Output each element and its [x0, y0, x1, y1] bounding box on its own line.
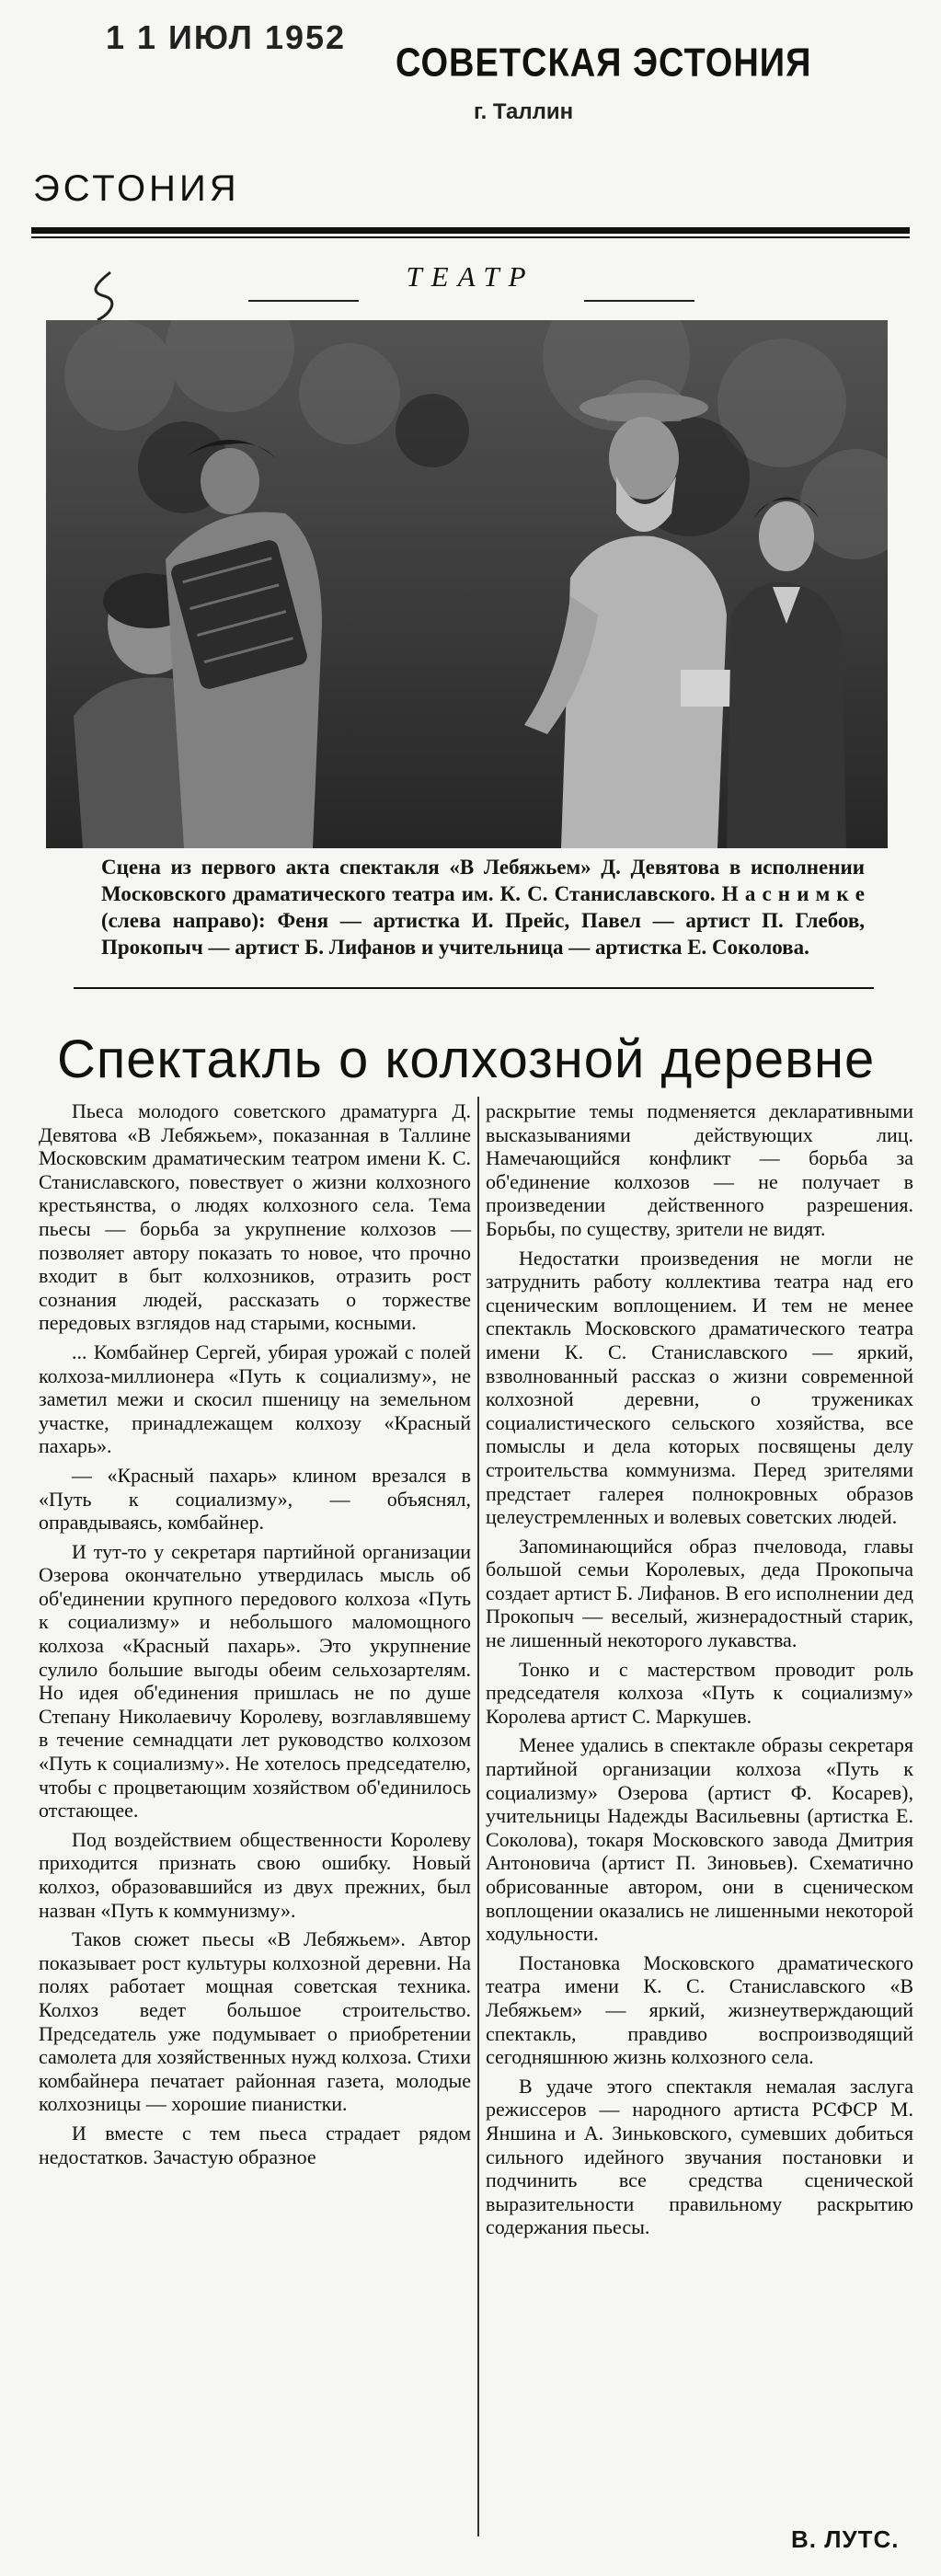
paragraph: — «Красный пахарь» клином врезался в «Путь к социализму», — объяснял, оправдываясь, комбайнер.	[39, 1463, 471, 1535]
section-rule-left	[248, 300, 359, 302]
paragraph: И тут-то у секретаря партийной организации Озерова окончательно утвердилась мысль об об'единении крупного передового колхоза «Путь к социализму» и небольшого маломощного колхоза «Красный пахарь». Это укрупнение сулило большие выгоды обеим сельхозартелям. Но идея об'единения пришлась не по душе Степану Николаевичу Королеву, возглавлявшему в течение семнадцати лет руководство колхозом «Путь к социализму». Не хотелось председателю, чтобы с процветающим хозяйством об'единилось отстающее.	[39, 1539, 471, 1823]
article-column-left	[39, 1099, 471, 2174]
section-rule-right	[584, 300, 694, 302]
date-stamp: 1 1 ИЮЛ 1952	[106, 18, 347, 56]
paragraph: Под воздействием общественности Королеву приходится признать свою ошибку. Новый колхоз, образовавшийся из двух прежних, был назван «Путь к коммунизму».	[39, 1827, 471, 1922]
rubric-title: ЭСТОНИЯ	[33, 168, 240, 209]
paragraph: Постановка Московского драматического театра имени К. С. Станиславского «В Лебяжьем» — яркий, жизнеутверждающий спектакль, правдиво воспроизводящий сегодняшнюю жизнь колхозного села.	[486, 1950, 913, 2069]
paragraph: Менее удались в спектакле образы секретаря партийной организации колхоза «Путь к социализму» Озерова (артист Ф. Косарев), учительницы Надежды Васильевны (артистка Е. Соколова), токаря Московского завода Дмитрия Антоновича (артист П. Зиновьев). Схематично обрисованные автором, они в сценическом воплощении оказались не лишенными некоторой ходульности.	[486, 1733, 913, 1946]
rubric-rule	[31, 227, 910, 234]
paragraph: раскрытие темы подменяется декларативными высказываниями действующих лиц. Намечающийся конфликт — борьба за об'единение колхозов — не получает в произведении действенного разрешения. Борьбы, по существу, зрители не видят.	[486, 1099, 913, 1240]
article-column-right	[486, 1099, 913, 2245]
article-headline: Спектакль о колхозной деревне	[57, 1029, 876, 1089]
paragraph: И вместе с тем пьеса страдает рядом недостатков. Зачастую образное	[39, 2121, 471, 2168]
paragraph: Недостатки произведения не могли не затруднить работу коллектива театра над его сценическим воплощением. И тем не менее спектакль Московского драматического театра имени К. С. Станиславского — яркий, взволнованный рассказ о жизни современной колхозной деревни, о тружениках социалистического сельского хозяйства, все помыслы и дела которых посвящены делу строительства коммунизма. Перед зрителями предстает галерея полнокровных образов целеустремленных и волевых советских людей.	[486, 1246, 913, 1529]
paragraph: Запоминающийся образ пчеловода, главы большой семьи Королевых, деда Прокопыча создает артист Б. Лифанов. В его исполнении дед Прокопыч — веселый, жизнерадостный старик, не лишенный некоторого лукавства.	[486, 1534, 913, 1652]
section-title: ТЕАТР	[406, 260, 535, 293]
rubric-rule-thin	[31, 236, 910, 238]
photo-caption	[101, 854, 865, 960]
caption-rule	[74, 987, 874, 989]
stage-photo	[46, 320, 888, 848]
column-divider	[477, 1097, 479, 2536]
paragraph: В удаче этого спектакля немалая заслуга режиссеров — народного артиста РСФСР М. Яншина и А. Зиньковского, сумевших добиться сильного идейного звучания постановки и подчинить все средства сценической выразительности правильному раскрытию содержания пьесы.	[486, 2074, 913, 2239]
paragraph: Пьеса молодого советского драматурга Д. Девятова «В Лебяжьем», показанная в Таллине Московским драматическим театром имени К. С. Станиславского, повествует о жизни колхозного крестьянства, о людях колхозного села. Тема пьесы — борьба за укрупнение колхозов — позволяет автору показать то новое, что прочно входит в быт колхозников, отразить рост сознания людей, рассказать о торжестве передовых взглядов над старыми, косными.	[39, 1099, 471, 1335]
paragraph: Таков сюжет пьесы «В Лебяжьем». Автор показывает рост культуры колхозной деревни. На полях работает мощная советская техника. Колхоз ведет большое строительство. Председатель уже подумывает о приобретении самолета для хозяйственных нужд колхоза. Стихи комбайнера печатает районная газета, молодые колхозницы — хорошие пианистки.	[39, 1927, 471, 2116]
caption-text: Сцена из первого акта спектакля «В Лебяжьем» Д. Девятова в исполнении Московского драматического театра им. К. С. Станиславского. Н а с н и м к е (слева направо): Феня — артистка И. Прейс, Павел — артист П. Глебов, Прокопыч — артист Б. Лифанов и учительница — артистка Е. Соколова.	[101, 856, 865, 959]
paragraph: ... Комбайнер Сергей, убирая урожай с полей колхоза-миллионера «Путь к социализму», не заметил межи и скосил пшеницу на земельном участке, принадлежащем колхозу «Красный пахарь».	[39, 1340, 471, 1458]
city-stamp: г. Таллин	[474, 99, 574, 124]
paragraph: Тонко и с мастерством проводит роль председателя колхоза «Путь к социализму» Королева артист С. Маркушев.	[486, 1657, 913, 1728]
author-signature: В. ЛУТС.	[791, 2525, 900, 2553]
newspaper-stamp: СОВЕТСКАЯ ЭСТОНИЯ	[396, 40, 812, 86]
